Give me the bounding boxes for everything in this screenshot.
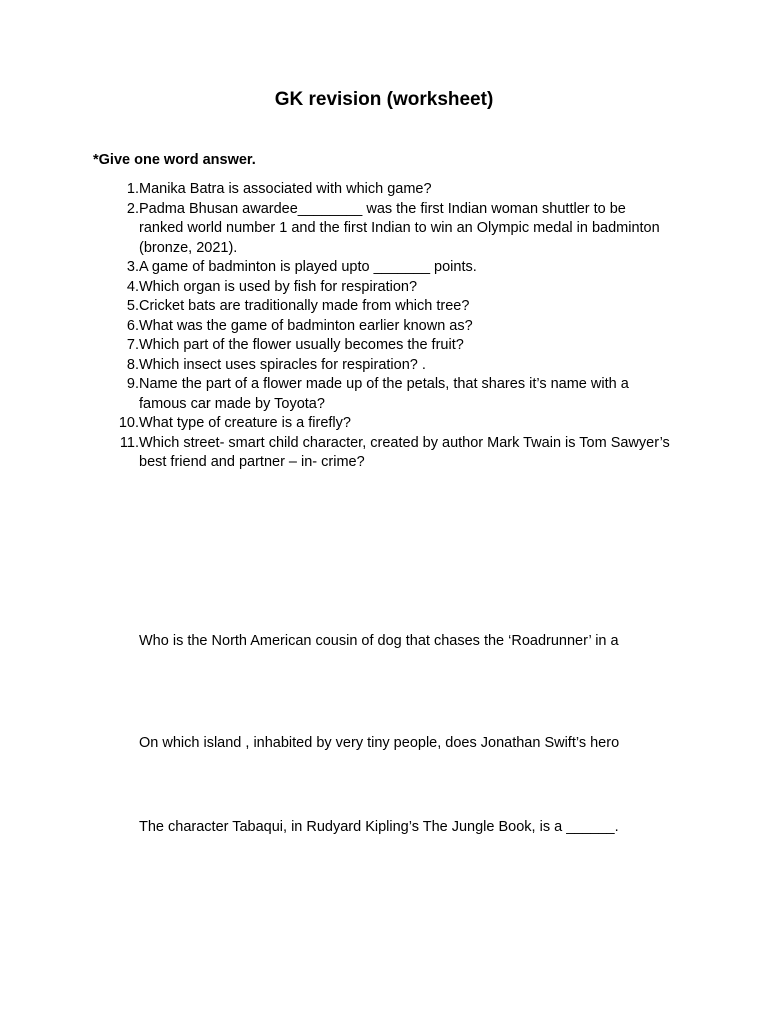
question-text: Name the part of a flower made up of the petals, that shares it’s name with a famous car made by Toyota? xyxy=(139,376,629,412)
question-text: Padma Bhusan awardee________ was the first Indian woman shuttler to be ranked world number 1 and the first Indian to win an Olympic medal in badminton (bronze, 2021). xyxy=(139,200,660,256)
question-text: Cricket bats are traditionally made from which tree? xyxy=(139,298,470,314)
question-number: 7. xyxy=(126,337,139,353)
question-text: Which insect uses spiracles for respiration? . xyxy=(139,356,426,373)
question-item xyxy=(110,278,670,298)
question-text: What type of creature is a firefly? xyxy=(139,415,351,431)
question-item xyxy=(110,356,670,376)
question-fragment-island: On which island , inhabited by very tiny people, does Jonathan Swift’s hero xyxy=(139,735,620,751)
question-text: Which street- smart child character, created by author Mark Twain is Tom Sawyer’s best friend and partner – in- crime? xyxy=(139,434,670,470)
page-title: GK revision (worksheet) xyxy=(274,89,494,110)
question-item xyxy=(110,180,670,200)
question-number: 11. xyxy=(119,434,139,451)
question-fragment-roadrunner: Who is the North American cousin of dog that chases the ‘Roadrunner’ in a xyxy=(139,633,619,649)
question-fragment-tabaqui: The character Tabaqui, in Rudyard Kipling’s The Jungle Book, is a ______. xyxy=(139,819,619,835)
question-number: 5. xyxy=(126,298,139,314)
question-text: Which organ is used by fish for respiration? xyxy=(139,278,418,295)
question-text: Manika Batra is associated with which game? xyxy=(139,181,432,197)
question-number: 8. xyxy=(126,356,139,373)
question-list xyxy=(110,180,670,473)
question-item xyxy=(110,375,670,414)
question-item xyxy=(110,336,670,356)
question-item xyxy=(110,297,670,317)
question-item xyxy=(110,200,670,259)
question-item xyxy=(110,434,670,473)
question-number: 2. xyxy=(126,200,139,217)
question-item xyxy=(110,414,670,434)
question-item xyxy=(110,258,670,278)
question-text: Which part of the flower usually becomes the fruit? xyxy=(139,337,464,353)
question-text: What was the game of badminton earlier known as? xyxy=(139,317,473,334)
question-item xyxy=(110,317,670,337)
question-text: A game of badminton is played upto _______ points. xyxy=(139,259,477,275)
instruction-text: *Give one word answer. xyxy=(93,152,256,168)
question-number: 1. xyxy=(126,181,139,197)
question-number: 4. xyxy=(126,278,139,295)
question-number: 3. xyxy=(126,259,139,275)
question-number: 10. xyxy=(118,415,139,431)
question-number: 9. xyxy=(126,376,139,392)
question-number: 6. xyxy=(126,317,139,334)
